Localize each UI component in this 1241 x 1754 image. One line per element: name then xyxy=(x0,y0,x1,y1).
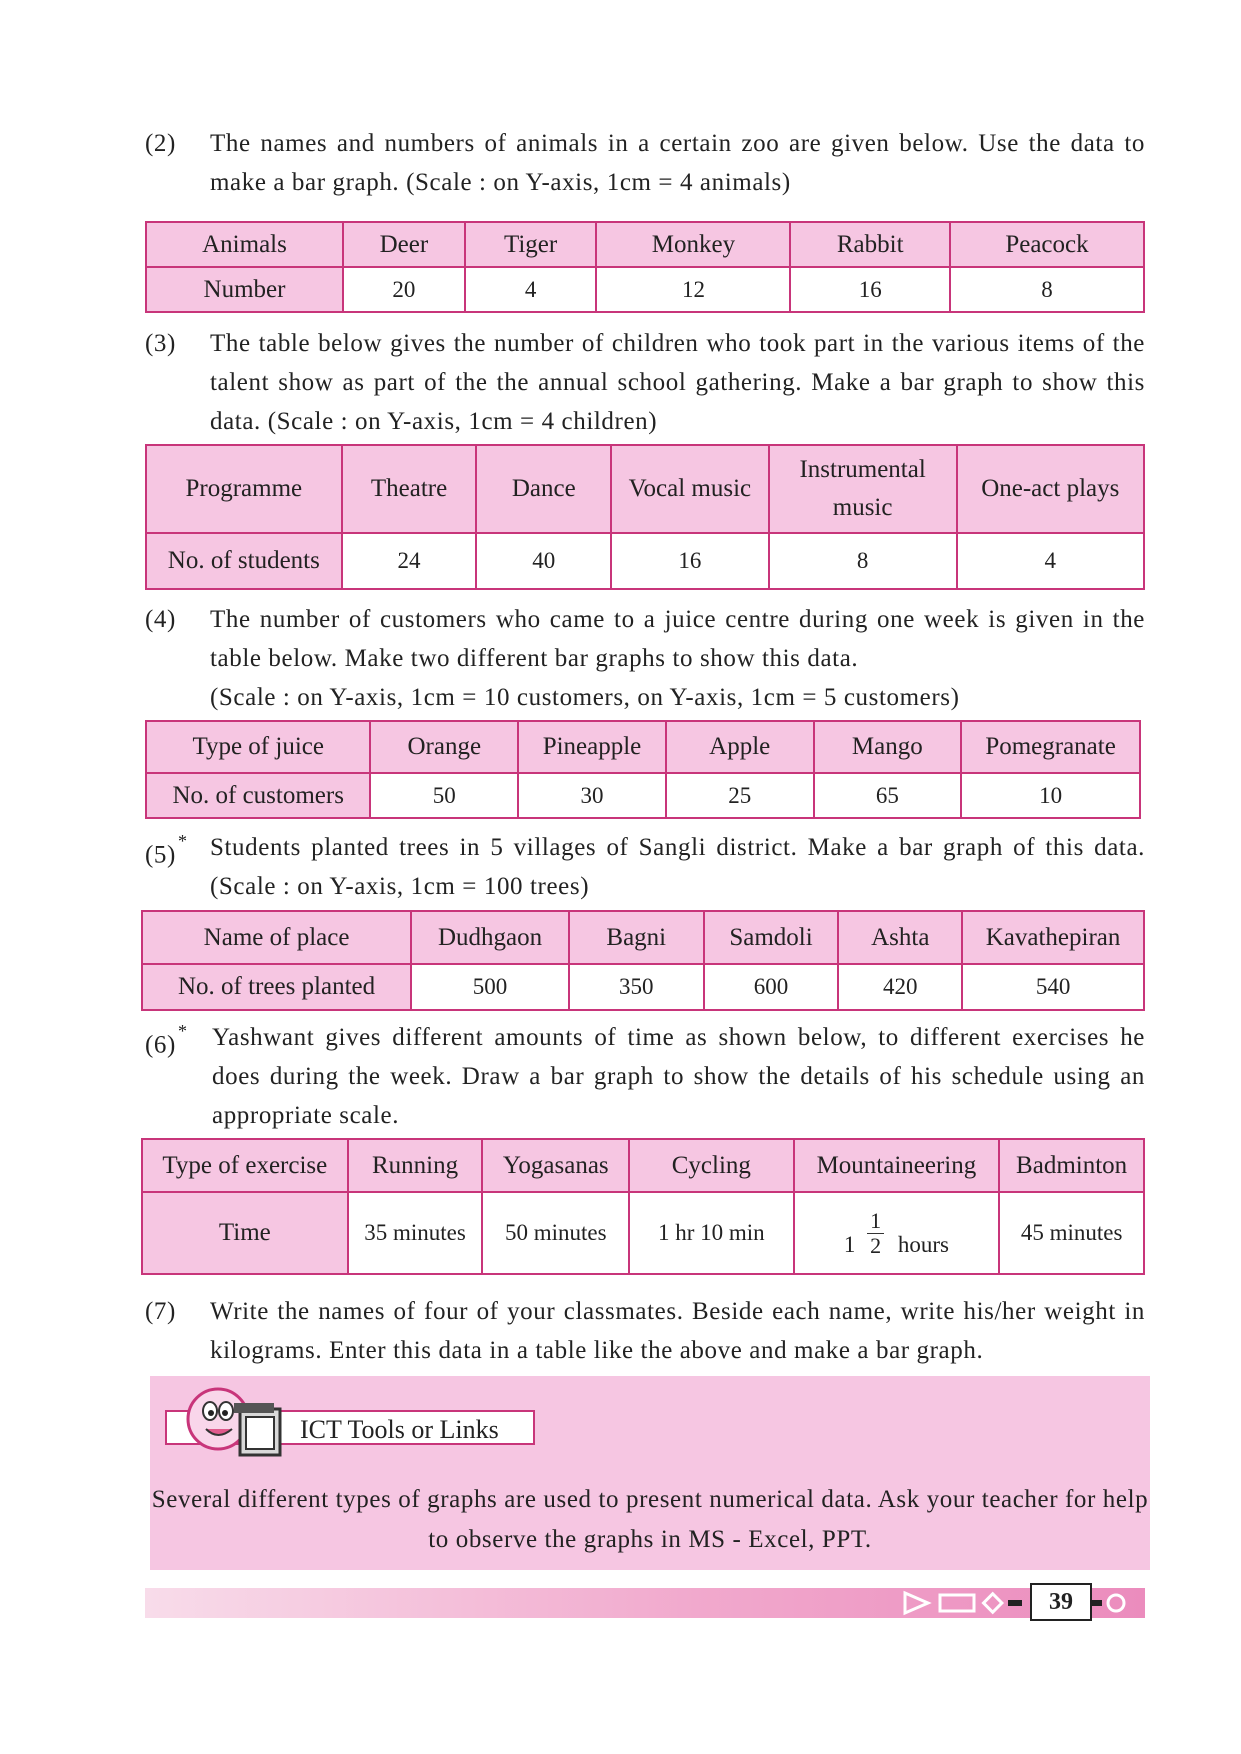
question-2 xyxy=(145,124,1145,202)
fraction-denominator: 2 xyxy=(870,1232,882,1258)
question-number xyxy=(145,828,188,874)
question-4 xyxy=(145,600,1145,717)
question-3 xyxy=(145,324,1145,441)
table-cell: Theatre xyxy=(342,445,477,533)
table-cell: Running xyxy=(348,1139,483,1192)
table-cell: 540 xyxy=(962,964,1144,1010)
question-text: The names and numbers of animals in a certain zoo are given below. Use the data to make a bar graph. (Scale : on Y-axis, 1cm = 4 animals) xyxy=(210,130,1145,196)
table-cell: Animals xyxy=(146,222,343,267)
table-cell: Type of juice xyxy=(146,721,370,773)
mixed-number-whole: 1 xyxy=(843,1232,856,1257)
question-scale: (Scale : on Y-axis, 1cm = 10 customers, on Y-axis, 1cm = 5 customers) xyxy=(210,684,960,711)
table-cell: Time xyxy=(142,1192,348,1274)
fraction xyxy=(867,1209,884,1258)
table-cell: Deer xyxy=(343,222,465,267)
table-cell: Programme xyxy=(146,445,342,533)
table-cell: Cycling xyxy=(629,1139,794,1192)
table-cell: 45 minutes xyxy=(999,1192,1144,1274)
question-text: The table below gives the number of children who took part in the various items of the talent show as part of the the annual school gathering. Make a bar graph to show this data. (Scale : on Y-axis, 1cm = 4 children) xyxy=(210,330,1145,435)
unit-label: hours xyxy=(897,1232,949,1257)
ict-description: Several different types of graphs are used to present numerical data. Ask your teacher for help to observe the graphs in MS - Excel, PPT. xyxy=(151,1486,1149,1553)
table-cell: Yogasanas xyxy=(482,1139,629,1192)
table-cell: Monkey xyxy=(596,222,790,267)
table-cell: One-act plays xyxy=(957,445,1144,533)
table-cell: Pomegranate xyxy=(961,721,1140,773)
table-cell: Mango xyxy=(814,721,962,773)
table-cell: 8 xyxy=(769,533,957,589)
table-cell: Bagni xyxy=(569,911,704,964)
footer-circle-icon xyxy=(1092,1590,1142,1616)
star-mark: * xyxy=(177,1021,188,1041)
page-number: 39 xyxy=(1030,1583,1092,1621)
table-header-row xyxy=(146,222,1144,267)
table-cell: 40 xyxy=(476,533,611,589)
animals-table xyxy=(145,221,1145,313)
table-cell: 24 xyxy=(342,533,477,589)
table-cell: Rabbit xyxy=(790,222,949,267)
table-cell: Number xyxy=(146,267,343,312)
table-cell: 1 hr 10 min xyxy=(629,1192,794,1274)
table-cell: 20 xyxy=(343,267,465,312)
table-cell: 8 xyxy=(950,267,1144,312)
question-number xyxy=(145,1018,188,1064)
table-cell: Samdoli xyxy=(704,911,839,964)
table-cell: 12 xyxy=(596,267,790,312)
table-cell: Instrumental music xyxy=(769,445,957,533)
table-cell: Vocal music xyxy=(611,445,769,533)
table-cell: 10 xyxy=(961,773,1140,818)
table-cell: Ashta xyxy=(838,911,962,964)
table-cell: Peacock xyxy=(950,222,1144,267)
star-mark: * xyxy=(177,831,188,851)
table-cell: No. of trees planted xyxy=(142,964,411,1010)
table-cell: 50 minutes xyxy=(482,1192,629,1274)
talent-show-table xyxy=(145,444,1145,590)
ict-title: ICT Tools or Links xyxy=(165,1410,535,1445)
table-cell: 420 xyxy=(838,964,962,1010)
question-text: Yashwant gives different amounts of time as shown below, to different exercises he does during the week. Draw a bar graph to show the details of his schedule using an appropriate scale. xyxy=(212,1024,1145,1129)
table-cell: Pineapple xyxy=(518,721,666,773)
table-cell: Kavathepiran xyxy=(962,911,1144,964)
table-header-row xyxy=(146,445,1144,533)
footer-shapes-icon xyxy=(900,1588,1030,1618)
table-cell: Type of exercise xyxy=(142,1139,348,1192)
table-cell: 600 xyxy=(704,964,839,1010)
table-cell: 16 xyxy=(790,267,949,312)
question-number-text: (5) xyxy=(145,841,176,869)
question-text: Write the names of four of your classmates. Beside each name, write his/her weight in kilograms. Enter this data in a table like the above and make a bar graph. xyxy=(210,1298,1145,1364)
table-header-row xyxy=(142,911,1144,964)
question-number: (7) xyxy=(145,1298,176,1325)
question-number: (2) xyxy=(145,130,176,157)
table-cell: 25 xyxy=(666,773,814,818)
table-row xyxy=(142,964,1144,1010)
table-cell: Apple xyxy=(666,721,814,773)
table-header-row xyxy=(146,721,1140,773)
question-number-text: (6) xyxy=(145,1031,176,1059)
table-cell xyxy=(794,1192,1000,1274)
question-number: (4) xyxy=(145,606,176,633)
question-text: Students planted trees in 5 villages of Sangli district. Make a bar graph of this data. (Scale : on Y-axis, 1cm = 100 trees) xyxy=(210,834,1145,900)
juice-table xyxy=(145,720,1141,819)
question-6 xyxy=(145,1018,1145,1135)
question-7 xyxy=(145,1292,1145,1370)
table-cell: Mountaineering xyxy=(794,1139,1000,1192)
table-cell: 4 xyxy=(465,267,597,312)
table-cell: Orange xyxy=(370,721,518,773)
table-cell: Badminton xyxy=(999,1139,1144,1192)
table-cell: 30 xyxy=(518,773,666,818)
table-row xyxy=(146,773,1140,818)
table-row xyxy=(146,267,1144,312)
table-cell: 65 xyxy=(814,773,962,818)
table-cell: Name of place xyxy=(142,911,411,964)
computer-mascot-icon xyxy=(178,1383,288,1463)
table-cell: No. of customers xyxy=(146,773,370,818)
table-cell: 16 xyxy=(611,533,769,589)
table-cell: 350 xyxy=(569,964,704,1010)
fraction-numerator: 1 xyxy=(867,1209,884,1234)
exercise-table xyxy=(141,1138,1145,1275)
table-cell: Dudhgaon xyxy=(411,911,569,964)
question-text: The number of customers who came to a juice centre during one week is given in the table below. Make two different bar graphs to show this data. xyxy=(210,606,1145,672)
table-row xyxy=(142,1192,1144,1274)
question-number: (3) xyxy=(145,330,176,357)
table-header-row xyxy=(142,1139,1144,1192)
table-row xyxy=(146,533,1144,589)
table-cell: Dance xyxy=(476,445,611,533)
table-cell: Tiger xyxy=(465,222,597,267)
table-cell: No. of students xyxy=(146,533,342,589)
table-cell: 50 xyxy=(370,773,518,818)
table-cell: 35 minutes xyxy=(348,1192,483,1274)
question-5 xyxy=(145,828,1145,906)
trees-table xyxy=(141,910,1145,1011)
table-cell: 4 xyxy=(957,533,1144,589)
table-cell: 500 xyxy=(411,964,569,1010)
